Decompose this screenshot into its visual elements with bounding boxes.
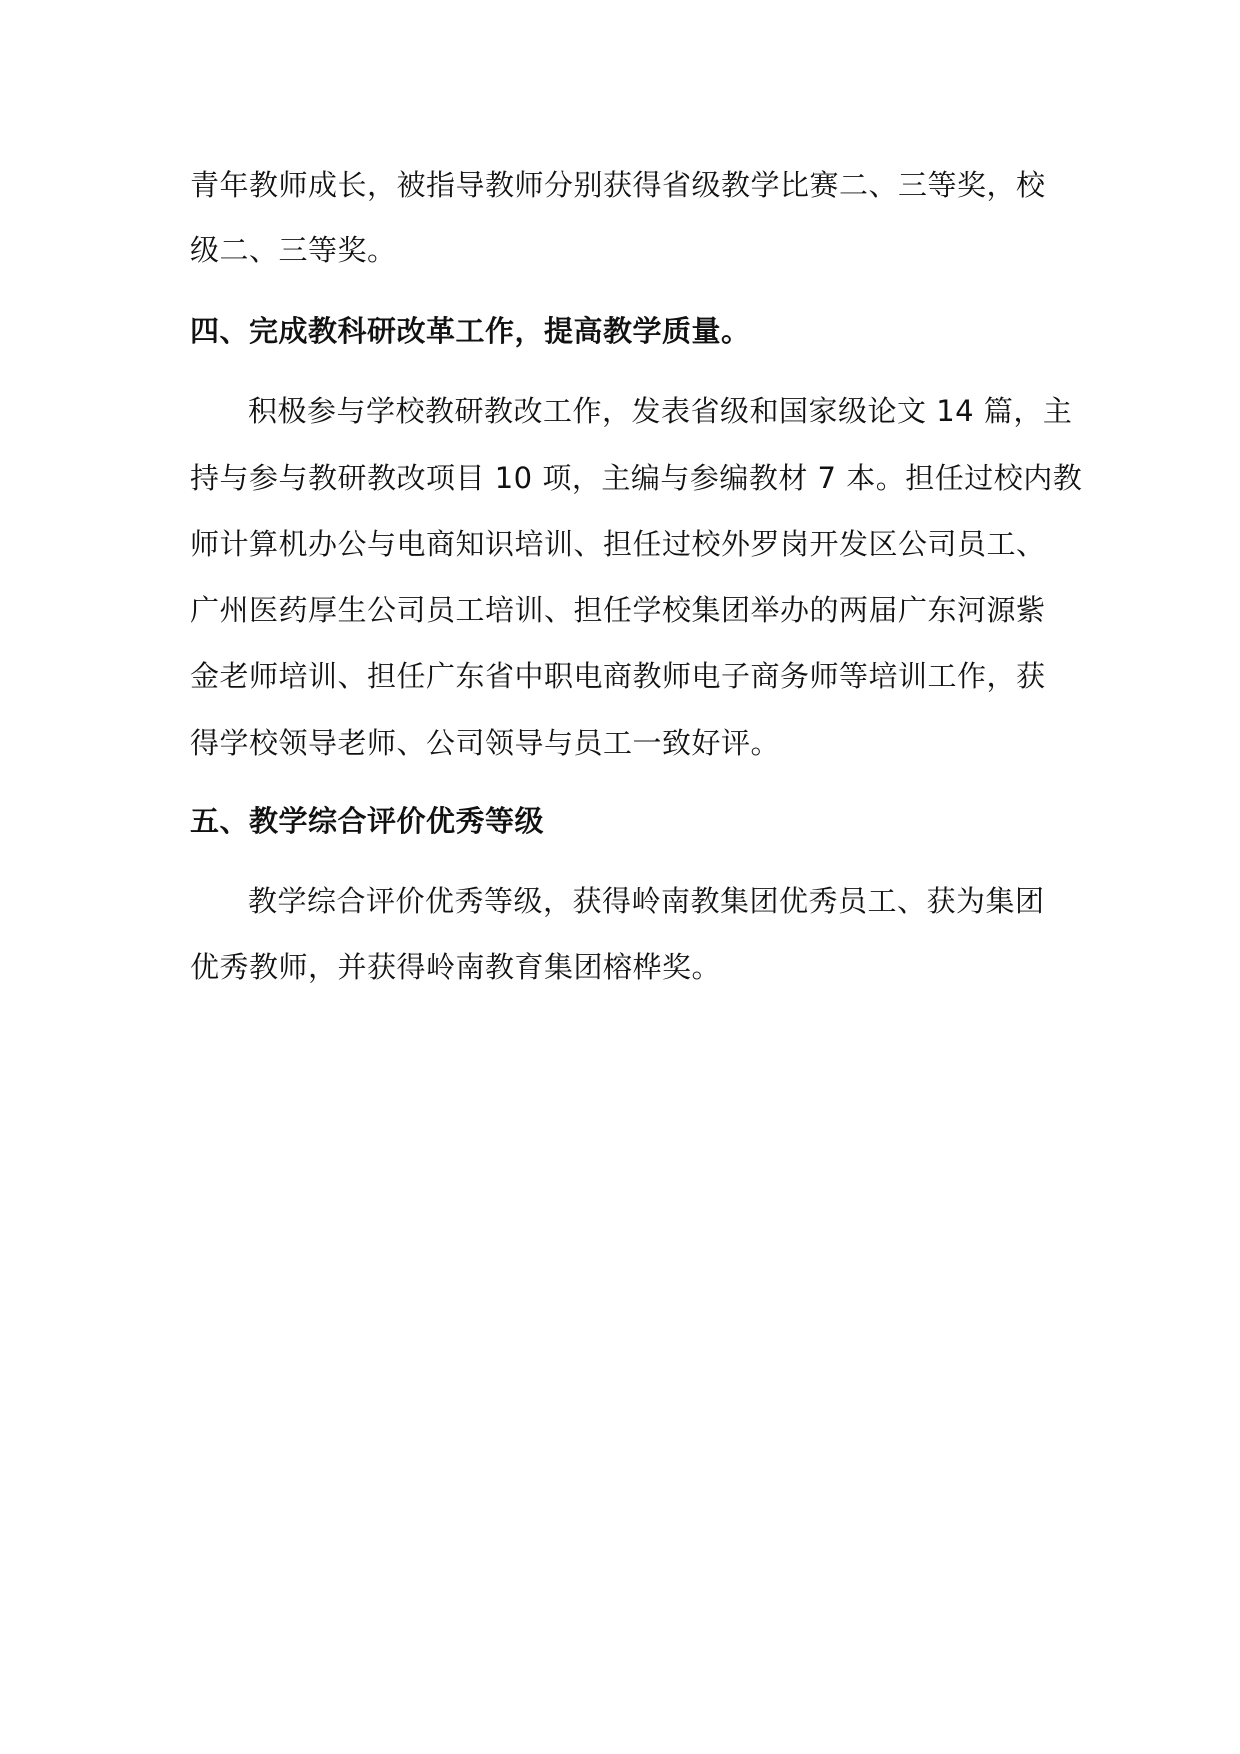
paragraph-line: 教学综合评价优秀等级，获得岭南教集团优秀员工、获为集团 (248, 884, 1045, 918)
section-5-heading: 五、教学综合评价优秀等级 (190, 804, 545, 838)
paragraph-line: 积极参与学校教研教改工作，发表省级和国家级论文 14 篇，主 (248, 394, 1073, 428)
paragraph-line: 青年教师成长，被指导教师分别获得省级教学比赛二、三等奖，校 (190, 168, 1046, 202)
paragraph-line: 级二、三等奖。 (190, 233, 397, 267)
paragraph-line: 广州医药厚生公司员工培训、担任学校集团举办的两届广东河源紫 (190, 593, 1046, 627)
section-4-heading: 四、完成教科研改革工作，提高教学质量。 (190, 314, 751, 348)
paragraph-line: 得学校领导老师、公司领导与员工一致好评。 (190, 726, 781, 760)
paragraph-line: 金老师培训、担任广东省中职电商教师电子商务师等培训工作，获 (190, 659, 1046, 693)
paragraph-line: 师计算机办公与电商知识培训、担任过校外罗岗开发区公司员工、 (190, 527, 1046, 561)
paragraph-line: 持与参与教研教改项目 10 项，主编与参编教材 7 本。担任过校内教 (190, 461, 1083, 495)
paragraph-line: 优秀教师，并获得岭南教育集团榕桦奖。 (190, 950, 722, 984)
